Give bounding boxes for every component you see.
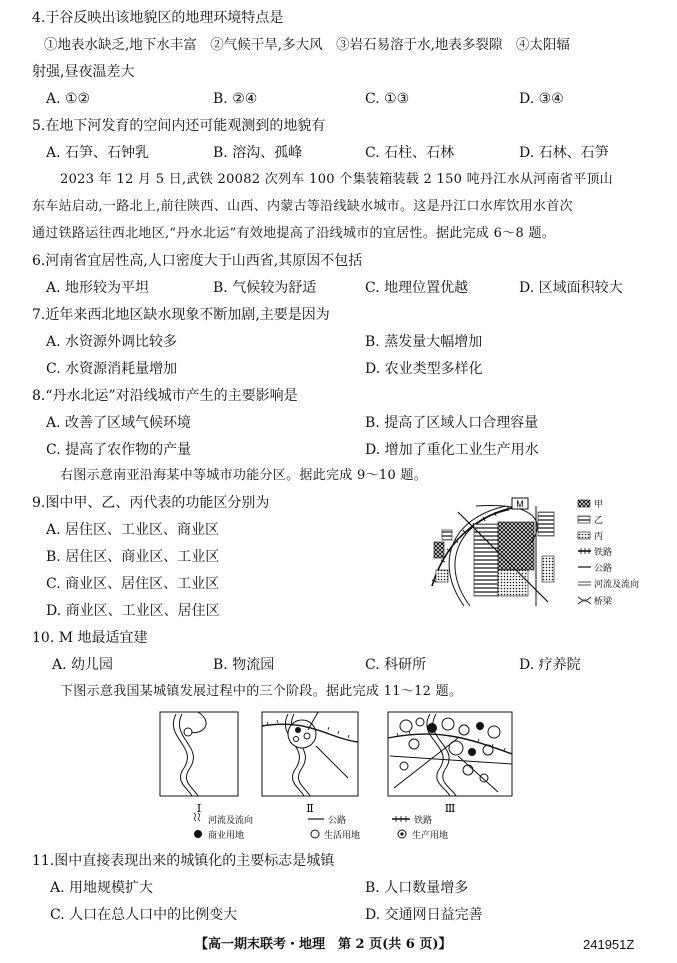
q6-option-d: D. 区域面积较大 — [519, 280, 623, 296]
q6-stem: 6.河南省宜居性高,人口密度大于山西省,其原因不包括 — [32, 253, 363, 269]
q10-stem: 10. M 地最适宜建 — [32, 630, 148, 646]
page-footer: 【高一期末联考・地理 第 2 页(共 6 页)】 — [195, 937, 452, 952]
q11-option-d: D. 交通网日益完善 — [365, 907, 483, 923]
q4-statements-cont: 射强,昼夜温差大 — [32, 64, 135, 80]
material-6-8-line2: 东车站启动,一路北上,前往陕西、山西、内蒙古等沿线缺水城市。这是丹江口水库饮用水首次 — [32, 199, 573, 214]
legend-jia: 甲 — [594, 500, 604, 510]
q5-option-c: C. 石柱、石林 — [365, 145, 455, 161]
legend-river: 河流及流向 — [594, 580, 640, 590]
q10-option-a: A. 幼儿园 — [52, 657, 114, 673]
town-stage-svg — [158, 708, 516, 840]
q8-option-a: A. 改善了区域气候环境 — [46, 415, 192, 431]
q8-option-d: D. 增加了重化工业生产用水 — [365, 442, 539, 458]
legend-stage-river: 河流及流向 — [208, 816, 254, 826]
q4-statements: ①地表水缺乏,地下水丰富 ②气候干旱,多大风 ③岩石易溶于水,地表多裂隙 ④太阳辐 — [44, 37, 570, 53]
city-function-map — [428, 494, 650, 616]
q10-option-d: D. 疗养院 — [519, 657, 581, 673]
q6-option-c: C. 地理位置优越 — [365, 280, 469, 296]
material-9-10: 右图示意南亚沿海某中等城市功能分区。据此完成 9～10 题。 — [60, 468, 428, 483]
legend-road: 公路 — [594, 564, 613, 574]
legend-industrial: 生产用地 — [412, 831, 449, 840]
q9-option-c: C. 商业区、居住区、工业区 — [46, 576, 220, 592]
q9-option-d: D. 商业区、工业区、居住区 — [46, 603, 220, 619]
q9-option-a: A. 居住区、工业区、商业区 — [46, 522, 220, 538]
legend-yi: 乙 — [594, 516, 604, 526]
legend-bridge: 桥梁 — [594, 597, 613, 607]
q10-option-c: C. 科研所 — [365, 657, 427, 673]
q4-option-a: A. ①② — [46, 91, 91, 107]
legend-stage-road: 公路 — [328, 816, 347, 826]
q11-option-a: A. 用地规模扩大 — [50, 880, 154, 896]
material-11-12: 下图示意我国某城镇发展过程中的三个阶段。据此完成 11～12 题。 — [60, 684, 463, 699]
material-6-8-line1: 2023 年 12 月 5 日,武铁 20082 次列车 100 个集装箱装载 2 150 吨丹江水从河南省平顶山 — [60, 172, 613, 187]
q6-option-b: B. 气候较为舒适 — [213, 280, 317, 296]
legend-stage-railway: 铁路 — [414, 816, 433, 826]
q9-stem: 9.图中甲、乙、丙代表的功能区分别为 — [32, 495, 270, 511]
q11-option-c: C. 人口在总人口中的比例变大 — [50, 907, 238, 923]
q6-option-a: A. 地形较为平坦 — [46, 280, 150, 296]
legend-railway: 铁路 — [594, 548, 613, 558]
q5-option-b: B. 溶沟、孤峰 — [213, 145, 303, 161]
paper-code: 241951Z — [583, 937, 635, 952]
q7-option-c: C. 水资源消耗量增加 — [46, 361, 178, 377]
q4-option-d: D. ③④ — [519, 91, 564, 107]
q7-option-b: B. 蒸发量大幅增加 — [365, 334, 483, 350]
q5-option-a: A. 石笋、石钟乳 — [46, 145, 150, 161]
q11-option-b: B. 人口数量增多 — [365, 880, 469, 896]
q4-stem: 4.于谷反映出该地貌区的地理环境特点是 — [32, 10, 284, 26]
q7-option-d: D. 农业类型多样化 — [365, 361, 483, 377]
q7-option-a: A. 水资源外调比较多 — [46, 334, 178, 350]
q8-option-b: B. 提高了区域人口合理容量 — [365, 415, 539, 431]
q8-option-c: C. 提高了农作物的产量 — [46, 442, 192, 458]
city-map-svg — [428, 494, 650, 616]
q5-stem: 5.在地下河发育的空间内还可能观测到的地貌有 — [32, 118, 326, 134]
q10-option-b: B. 物流园 — [213, 657, 275, 673]
legend-residential: 生活用地 — [324, 831, 361, 840]
m-label: M — [516, 499, 524, 509]
legend-commercial: 商业用地 — [208, 831, 245, 840]
stage-2-label: Ⅱ — [306, 802, 314, 815]
q4-option-c: C. ①③ — [365, 91, 410, 107]
stage-3-label: Ⅲ — [444, 802, 456, 815]
q7-stem: 7.近年来西北地区缺水现象不断加剧,主要是因为 — [32, 307, 330, 323]
q8-stem: 8.“丹水北运”对沿线城市产生的主要影响是 — [32, 388, 298, 404]
town-stage-figure — [158, 708, 516, 840]
material-6-8-line3: 通过铁路运往西北地区,“丹水北运”有效地提高了沿线城市的宜居性。据此完成 6～8 题。 — [32, 226, 556, 241]
q4-option-b: B. ②④ — [213, 91, 258, 107]
q11-stem: 11.图中直接表现出来的城镇化的主要标志是城镇 — [32, 853, 335, 869]
q5-option-d: D. 石林、石笋 — [519, 145, 609, 161]
q9-option-b: B. 居住区、商业区、工业区 — [46, 549, 220, 565]
legend-bing: 丙 — [594, 532, 604, 542]
stage-1-label: Ⅰ — [196, 802, 202, 815]
